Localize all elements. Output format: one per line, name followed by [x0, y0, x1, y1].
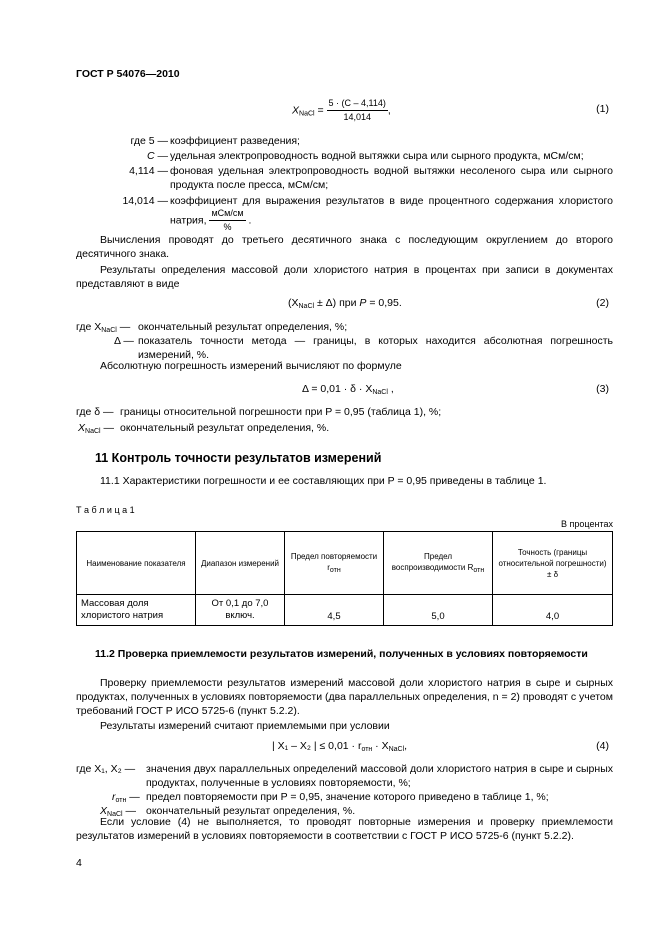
equation-4: | X₁ – X₂ | ≤ $0,01 \cdot r_{отн} \cdot X_{NaCl}$,: [272, 740, 408, 753]
paragraph-repeat-measurements: Если условие (4) не выполняется, то проводят повторные измерения и проверку приемлемости результатов измерений в условиях повторяемости в соответствии с ГОСТ Р ИСО 5725-6 (пункт 5.2.2).: [76, 816, 613, 842]
table-cell: 4,0: [493, 595, 613, 626]
equation-2-number: (2): [596, 297, 609, 309]
def-term: $r_{отн}$ —: [112, 791, 140, 804]
results-table: [76, 531, 613, 626]
definitions-2: [76, 320, 613, 360]
equation-1-number: (1): [596, 103, 609, 115]
def-term: $X_{NaCl}$ —: [78, 422, 114, 435]
equation-3-number: (3): [596, 383, 609, 395]
definitions-1: [76, 134, 613, 244]
table-header-cell: Предел воспроизводимости $R_{отн}$: [384, 532, 493, 595]
table-row: [77, 595, 613, 626]
def-term: где X₁, X₂ —: [76, 763, 136, 775]
table-cell: 4,5: [285, 595, 384, 626]
def-text: показатель точности метода — границы, в которых находится абсолютная погрешность измерений, %.: [138, 335, 613, 361]
def-term: 4,114 —: [129, 165, 168, 177]
def-text: значения двух параллельных определений массовой доли хлористого натрия в сыре и сырных продуктах, полученные в условиях повторяемости, %;: [146, 763, 613, 789]
paragraph-rounding: Вычисления проводят до третьего десятичного знака с последующим округлением до второго десятичного знака.: [76, 234, 613, 260]
table-caption: Т а б л и ц а 1: [76, 505, 135, 515]
def-text: окончательный результат определения, %;: [138, 321, 348, 333]
table-header-row: [77, 532, 613, 595]
table-cell: Массовая доля хлористого натрия: [77, 595, 196, 626]
table-header-cell: Наименование показателя: [77, 532, 196, 595]
def-term: где δ —: [76, 406, 114, 418]
def-text: коэффициент разведения;: [170, 135, 300, 147]
paragraph-formula-intro: Абсолютную погрешность измерений вычисляют по формуле: [100, 360, 402, 372]
def-term: C —: [147, 150, 168, 162]
unit-fraction: $\frac{\text{мСм/см}}{\%}$: [211, 208, 244, 232]
table-cell: От 0,1 до 7,0 включ.: [196, 595, 285, 626]
table-unit: В процентах: [561, 519, 613, 529]
equation-2: $(X_{NaCl} \pm \Delta)$ при P = 0,95.: [288, 297, 402, 310]
page-number: 4: [76, 857, 82, 869]
table-header-cell: Предел повторяемости $r_{отн}$: [285, 532, 384, 595]
paragraph-acceptance-condition: Результаты измерений считают приемлемыми при условии: [100, 720, 390, 732]
def-text: фоновая удельная электропроводность водной вытяжки несоленого сыра или сырного продукта после пресса, мСм/см;: [170, 165, 613, 191]
definitions-3: [76, 405, 613, 435]
def-term: $X_{NaCl}$ —: [100, 805, 136, 818]
section-heading-11: 11 Контроль точности результатов измерений: [95, 451, 382, 465]
def-term: где $X_{NaCl}$ —: [76, 321, 131, 334]
def-text: окончательный результат определения, %.: [120, 422, 330, 434]
definitions-4: [76, 762, 613, 822]
equation-3: $\Delta = 0,01 \cdot \delta \cdot X_{NaCl}$ ,: [302, 383, 394, 396]
table-cell: 5,0: [384, 595, 493, 626]
def-text: предел повторяемости при P = 0,95, значение которого приведено в таблице 1, %;: [146, 791, 549, 803]
section-heading-11-2: 11.2 Проверка приемлемости результатов измерений, полученных в условиях повторяемости: [95, 648, 588, 660]
equation-1: $X_{NaCl}$ = $\frac{5 \cdot (C - 4,114)}{14,014}$ ,: [292, 98, 391, 122]
def-text: окончательный результат определения, %.: [146, 805, 356, 817]
equation-4-number: (4): [596, 740, 609, 752]
table-header-cell: Точность (границы относительной погрешности) ± δ: [493, 532, 613, 595]
equation-1-fraction: $\frac{5 \cdot (C - 4,114)}{14,014}$: [328, 98, 386, 122]
document-header: ГОСТ Р 54076—2010: [76, 68, 180, 80]
paragraph-11-1: 11.1 Характеристики погрешности и ее составляющих при P = 0,95 приведены в таблице 1.: [100, 475, 547, 487]
def-text: границы относительной погрешности при P = 0,95 (таблица 1), %;: [120, 406, 442, 418]
def-text: коэффициент для выражения результатов в виде процентного содержания хлористого натрия, $\frac{\text{мСм/см}}{\%}$ .: [170, 195, 613, 232]
paragraph-result-form: Результаты определения массовой доли хлористого натрия в процентах при записи в документах представляют в виде: [76, 264, 613, 290]
def-term: 14,014 —: [122, 195, 168, 207]
def-text: удельная электропроводность водной вытяжки сыра или сырного продукта, мСм/см;: [170, 150, 584, 162]
def-term: где 5 —: [130, 135, 168, 147]
paragraph-acceptance-check: Проверку приемлемости результатов измерений массовой доли хлористого натрия в сыре и сырных продуктах, полученных в условиях повторяемости (два параллельных определения, n = 2) проводят с учетом требований ГОСТ Р ИСО 5725-6 (пункт 5.2.2).: [76, 677, 613, 717]
def-term: Δ —: [114, 335, 134, 347]
table-header-cell: Диапазон измерений: [196, 532, 285, 595]
